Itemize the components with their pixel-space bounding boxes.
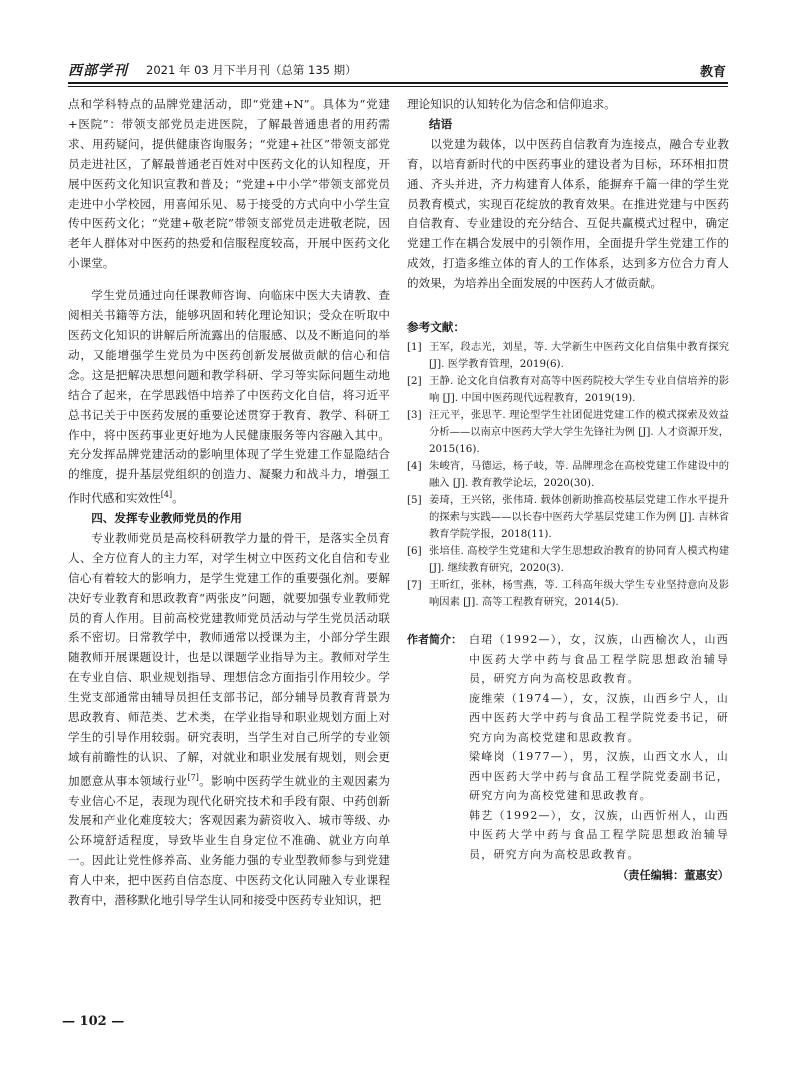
author-item: 作者简介： 白珺（1992—），女，汉族，山西榆次人，山西中医药大学中药与食品工程学院思想政治辅导员，研究方向为高校思政教育。 [407, 630, 729, 689]
page-number: — 102 — [62, 1014, 125, 1029]
section-label: 教育 [699, 65, 726, 80]
author-bios [407, 630, 729, 864]
reference-item: [2] 王静. 论文化自信教育对高等中医药院校大学生专业自信培养的影响 [J]. 中国中医药现代远程教育，2019(19). [407, 375, 729, 404]
reference-item: [6] 张培佳. 高校学生党建和大学生思想政治教育的协同育人模式构建 [J]. 继续教育研究，2020(3). [407, 545, 729, 574]
author-item: 韩艺（1992—），女，汉族，山西忻州人，山西中医药大学中药与食品工程学院思想政治辅导员，研究方向为高校思政教育。 [469, 808, 729, 861]
paragraph: 专业教师党员是高校科研教学力量的骨干，是落实全员育人、全方位育人的主力军，对学生树立中医药文化自信和专业信心有着较大的影响力，是学生党建工作的重要强化剂。要解决好专业教育和思政教育“两张皮”问题，就要加强专业教师党员的育人作用。目前高校党建教师党员活动与学生党员活动联系不密切。日常教学中，教师通常以授课为主，小部分学生跟随教师开展课题设计，也是以课题学业指导为主。教师对学生在专业自信、职业规划指导、理想信念方面指引作用较少。学生党支部通常由辅导员担任支部书记，部分辅导员教育背景为思政教育、师范类、艺术类，在学业指导和职业规划方面上对学生的引导作用较弱。研究表明，当学生对自己所学的专业领域有前瞻性的认识、了解，对就业和职业发展有规划，则会更加愿意从事本领域行业[7]。影响中医药学生就业的主观因素为专业信心不足，表现为现代化研究技术和手段有限、中药创新发展和产业化难度较大；客观因素为薪资收入、城市等级、办公环境舒适程度，导致毕业生自身定位不准确、就业方向单一。因此让党性修养高、业务能力强的专业型教师参与到党建育人中来，把中医药自信态度、中医药文化认同融入专业课程教育中，潜移默化地引导学生认同和接受中医药专业知识，把 [68, 530, 390, 908]
references-list [407, 339, 729, 611]
left-column [68, 95, 390, 911]
paragraph: 点和学科特点的品牌党建活动，即“党建+N”。具体为“党建+医院”：带领支部党员走进医院，了解最普通患者的用药需求、用药疑问，提供健康咨询服务；“党建+社区”带领支部党员走进社区，了解最普通老百姓对中医药文化的认知程度，开展中医药文化知识宣教和普及；“党建+中小学”带领支部党员走进中小学校园，用喜闻乐见、易于接受的方式向中小学生宣传中医药文化；“党建+敬老院”带领支部党员走进敬老院，因老年人群体对中医药的热爱和信服程度较高，开展中医药文化小课堂。 [68, 97, 390, 271]
section-heading: 四、发挥专业教师党员的作用 [91, 510, 242, 525]
paragraph: 理论知识的认知转化为信念和信仰追求。 [407, 97, 616, 111]
citation: [7] [187, 772, 199, 782]
header-rule-thin [68, 86, 728, 87]
author-item: 梁峰岗（1977—），男，汉族，山西文水人，山西中医药大学中药与食品工程学院党委副书记，研究方向为高校党建和思政教育。 [469, 750, 729, 803]
header-rule-thick [68, 82, 728, 84]
author-item: 庞维荣（1974—），女，汉族，山西乡宁人，山西中医药大学中药与食品工程学院党委书记，研究方向为高校党建和思政教育。 [469, 691, 729, 744]
right-column [407, 95, 729, 886]
paragraph: 学生党员通过向任课教师咨询、向临床中医大夫请教、查阅相关书籍等方法，能够巩固和转化理论知识；受众在听取中医药文化知识的讲解后所流露出的信服感、以及不断追问的举动，又能增强学生党员为中医药创新发展做贡献的信心和信念。这是把解决思想问题和教学科研、学习等实际问题生动地结合了起来，在学思践悟中培养了中医药文化自信，将习近平总书记关于中医药发展的重要论述贯穿于教育、教学、科研工作中，将中医药事业更好地为人民健康服务等内容融入其中。充分发挥品牌党建活动的影响里体现了学生党建工作显隐结合的维度，提升基层党组织的创造力、凝聚力和战斗力，增强工作时代感和实效性[4]。 [68, 288, 390, 506]
reference-item: [7] 王昕红，张林，杨雪燕，等. 工科高年级大学生专业坚持意向及影响因素 [J]. 高等工程教育研究，2014(5). [407, 579, 729, 608]
reference-item: [4] 朱峻宵，马德运，杨子岐，等. 品牌理念在高校党建工作建设中的融入 [J]. 教育教学论坛，2020(30). [407, 460, 729, 489]
author-label: 作者简介： [407, 633, 462, 647]
journal-name: 西部学刊 [68, 63, 128, 79]
running-header [68, 58, 726, 80]
conclusion-heading: 结语 [429, 116, 453, 131]
reference-item: [5] 姜琦，王兴铭，张伟琦. 载体创新助推高校基层党建工作水平提升的探索与实践——以长春中医药大学基层党建工作为例 [J]. 吉林省教育学院学报，2018(11). [407, 494, 729, 540]
editor-credit: （责任编辑：董惠安） [617, 869, 729, 883]
reference-item: [1] 王军，段志光，刘星，等. 大学新生中医药文化自信集中教育探究 [J]. 医学教育管理，2019(6). [407, 340, 729, 370]
references-heading: 参考文献： [407, 320, 465, 335]
issue-info: 2021 年 03 月下半月刊（总第 135 期） [146, 63, 357, 77]
citation: [4] [160, 490, 173, 500]
reference-item: [3] 汪元平，张思芊. 理论型学生社团促进党建工作的模式探索及效益分析——以南京中医药大学大学生先锋社为例 [J]. 人才资源开发，2015(16). [407, 409, 729, 455]
paragraph: 以党建为载体，以中医药自信教育为连接点，融合专业教育，以培育新时代的中医药事业的建设者为目标，环环相扣贯通、齐头并进，齐力构建育人体系，能摒弃千篇一律的学生党员教育模式，实现百花绽放的教育效果。在推进党建与中医药自信教育、专业建设的充分结合、互促共赢模式过程中，确定党建工作在耦合发展中的引领作用，全面提升学生党建工作的成效，打造多维立体的育人的工作体系，达到多方位合力育人的效果，为培养出全面发展的中医药人才做贡献。 [407, 136, 729, 291]
